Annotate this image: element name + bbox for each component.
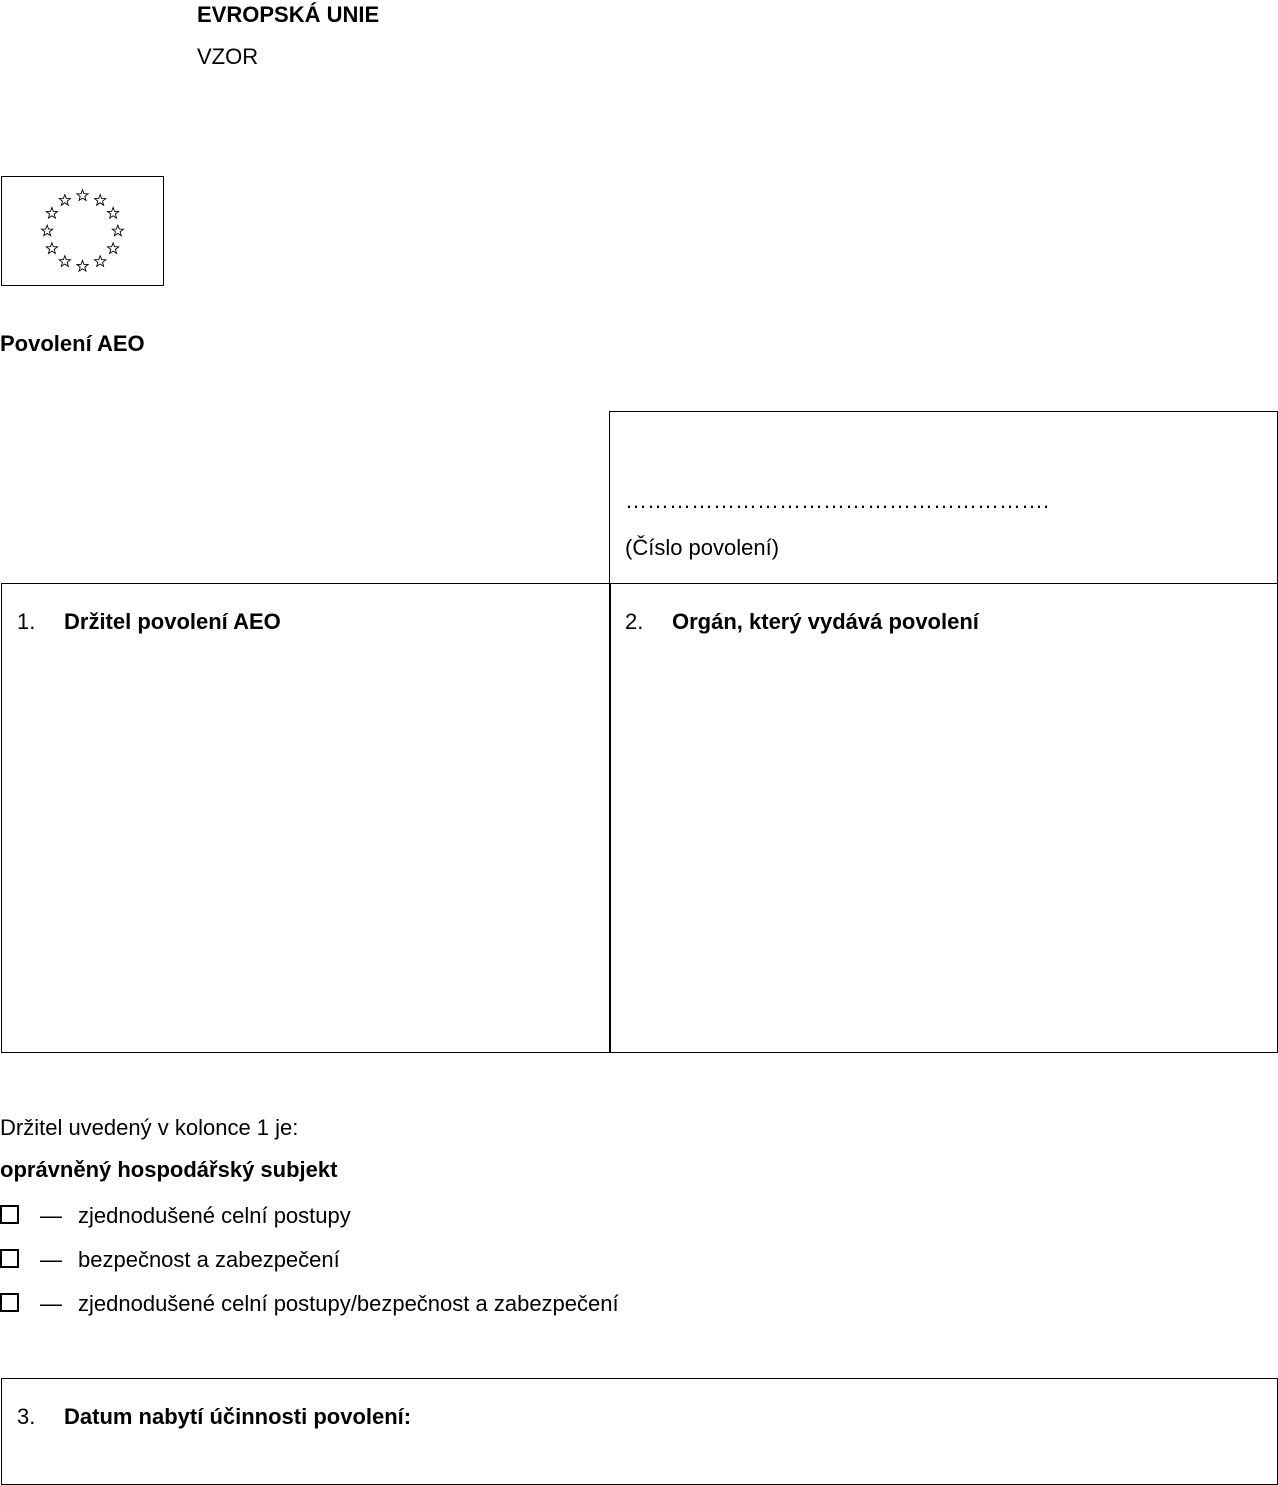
box-3-label: Datum nabytí účinnosti povolení: <box>64 1404 412 1429</box>
star-icon <box>59 194 70 205</box>
dash: — <box>40 1203 62 1228</box>
checkbox-security[interactable] <box>0 1249 19 1268</box>
box-2-label: Orgán, který vydává povolení <box>672 609 979 634</box>
holder-type: oprávněný hospodářský subjekt <box>0 1157 338 1182</box>
issuing-authority-box <box>609 583 1278 1053</box>
star-icon <box>59 256 70 267</box>
star-icon <box>77 190 88 201</box>
header-subtitle: VZOR <box>197 44 259 69</box>
header-title: EVROPSKÁ UNIE <box>197 2 380 27</box>
authorisation-number-box <box>609 411 1278 584</box>
checkbox-combined[interactable] <box>0 1293 19 1312</box>
holder-intro: Držitel uvedený v kolonce 1 je: <box>0 1115 299 1140</box>
checkbox-simplifications[interactable] <box>0 1205 19 1224</box>
dash: — <box>40 1247 62 1272</box>
holder-box <box>1 583 611 1053</box>
star-icon <box>95 194 106 205</box>
option-label-combined: zjednodušené celní postupy/bezpečnost a zabezpečení <box>78 1291 619 1316</box>
box-1-label: Držitel povolení AEO <box>64 609 281 634</box>
box-3-number: 3. <box>17 1404 36 1429</box>
dash: — <box>40 1291 62 1316</box>
star-icon <box>42 225 53 236</box>
option-label-security: bezpečnost a zabezpečení <box>78 1247 340 1272</box>
option-label-simplifications: zjednodušené celní postupy <box>78 1203 351 1228</box>
star-icon <box>46 207 57 218</box>
box-2-number: 2. <box>625 609 644 634</box>
eu-stars <box>2 177 163 285</box>
document-title: Povolení AEO <box>0 331 145 356</box>
authorisation-number-caption: (Číslo povolení) <box>625 535 780 560</box>
star-icon <box>95 256 106 267</box>
star-icon <box>108 243 119 254</box>
star-icon <box>108 207 119 218</box>
eu-flag-icon <box>1 176 164 286</box>
authorisation-number-dots: …………………………………………………. <box>625 488 1050 513</box>
star-icon <box>46 243 57 254</box>
star-icon <box>112 225 123 236</box>
effective-date-box <box>1 1378 1278 1485</box>
box-1-number: 1. <box>17 609 36 634</box>
star-icon <box>77 260 88 271</box>
